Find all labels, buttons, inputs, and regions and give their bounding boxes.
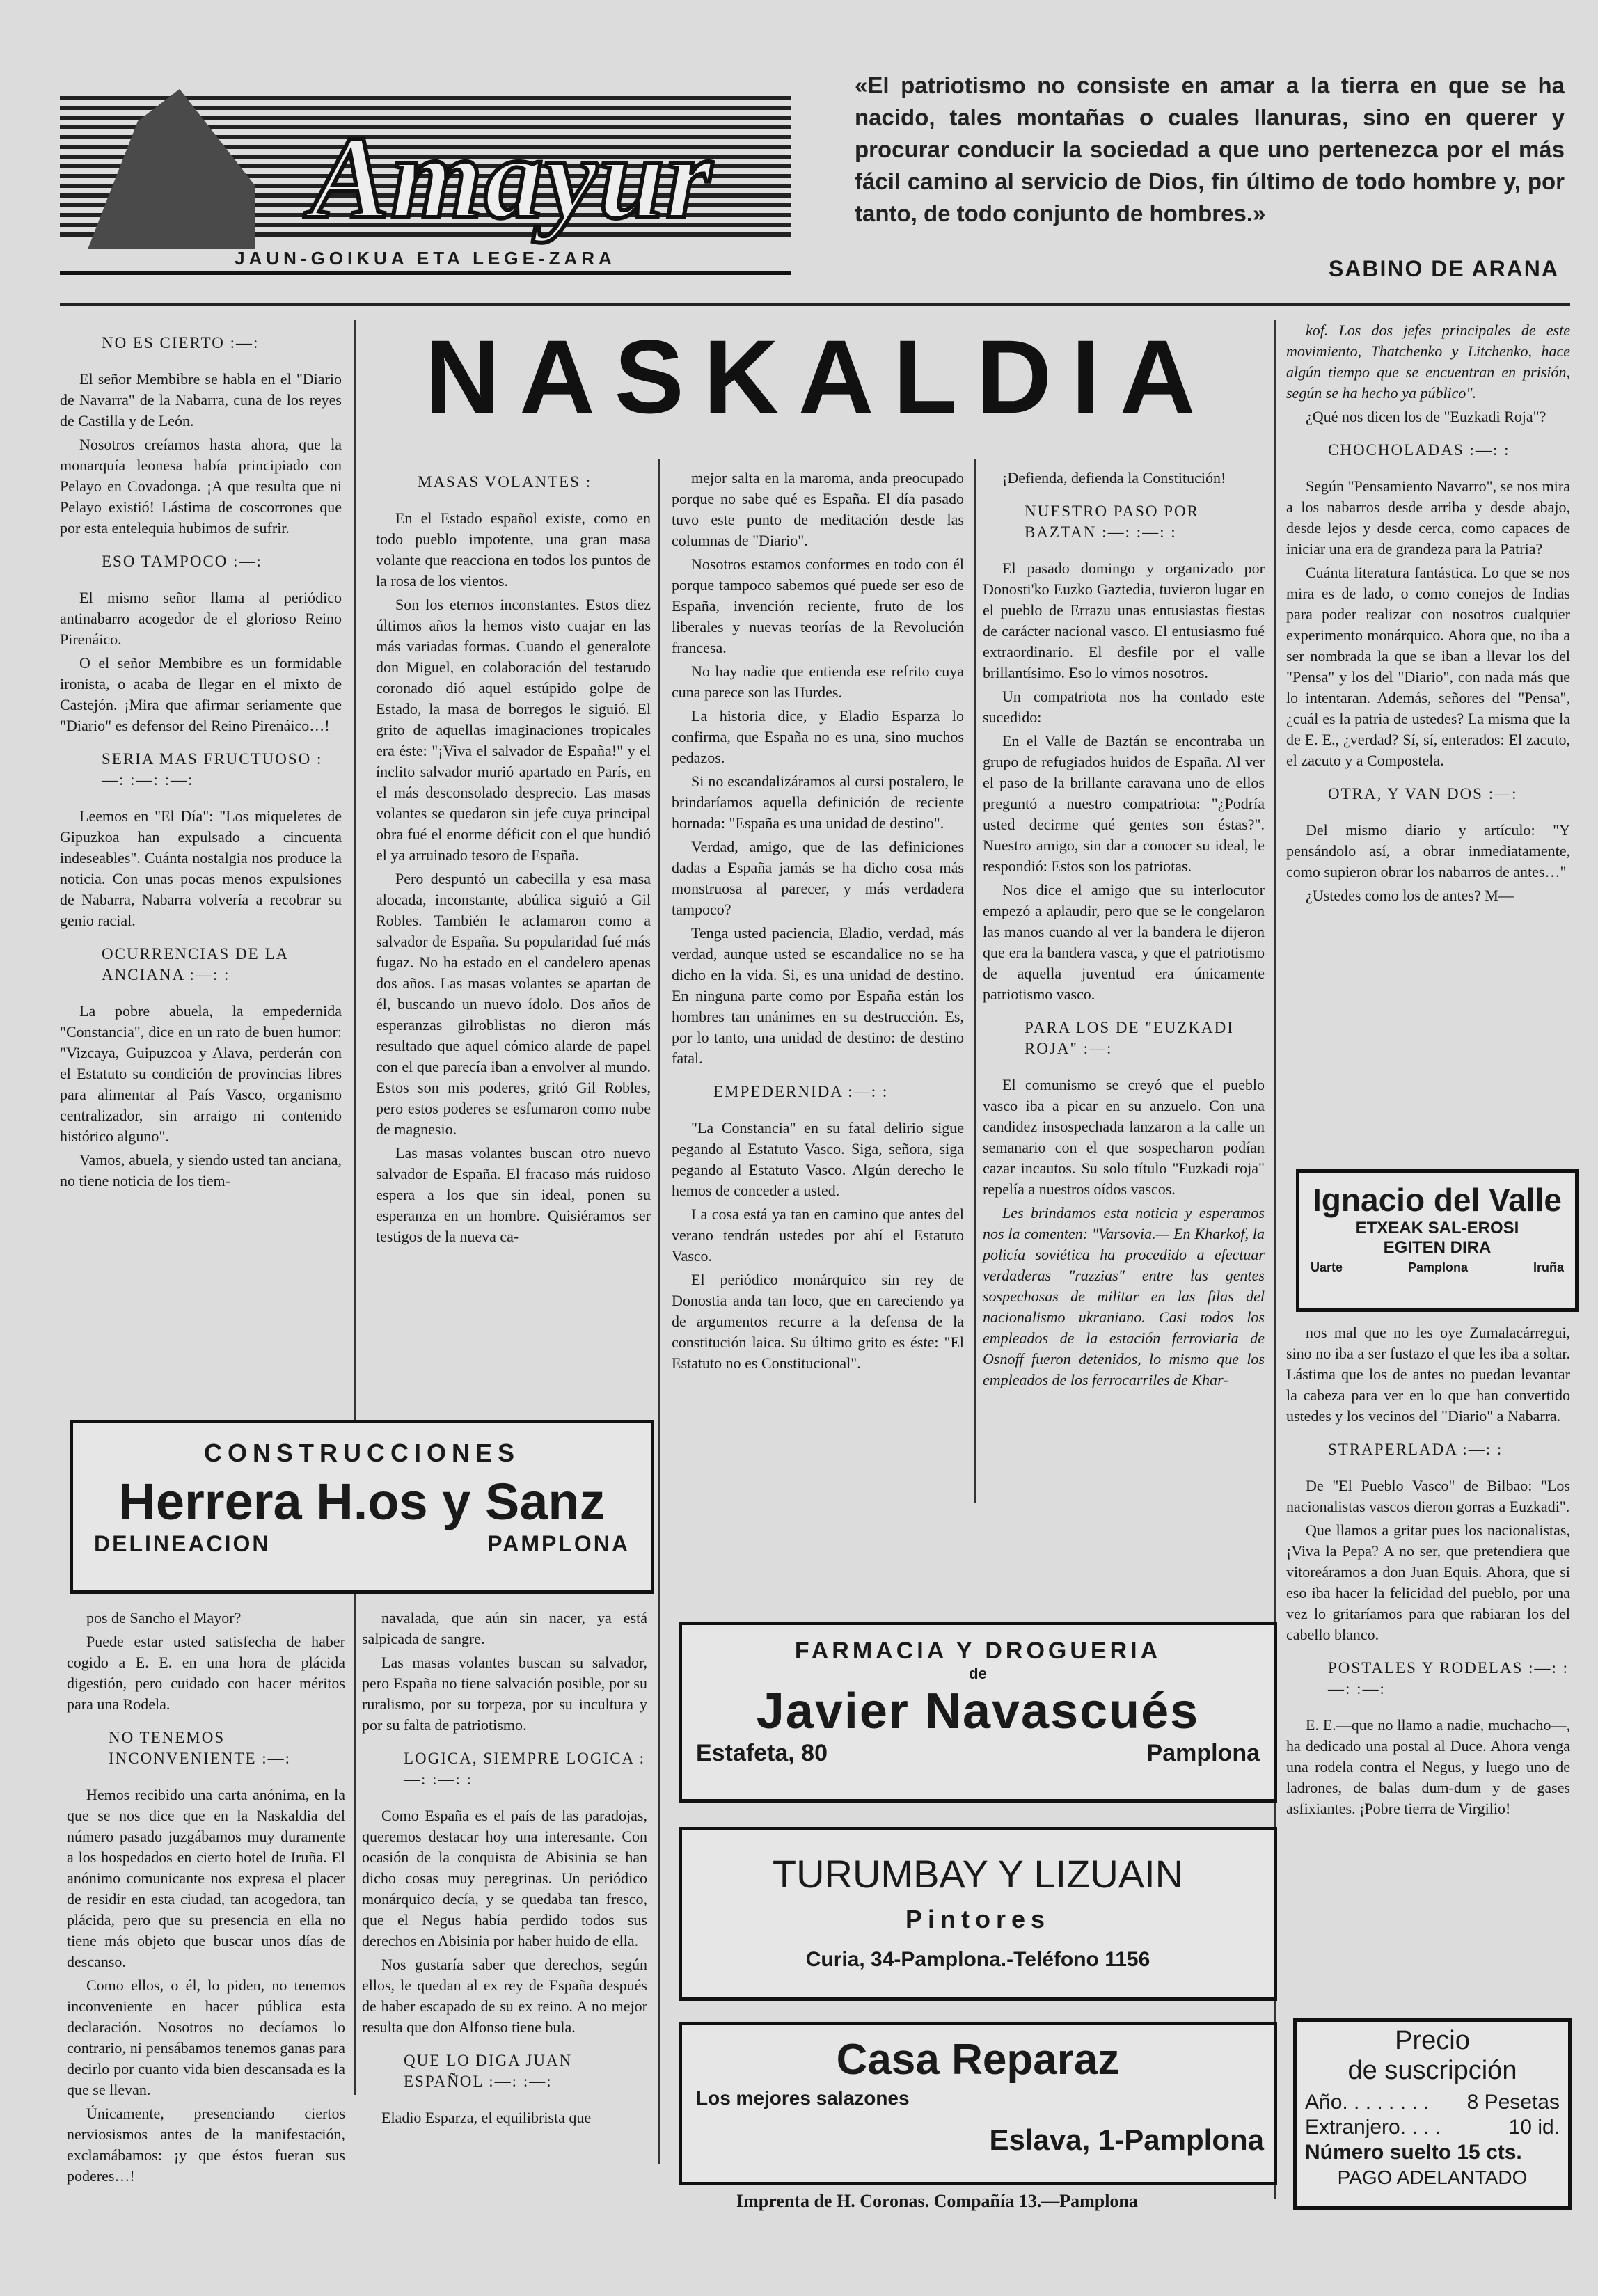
ad-farmacia-address: Estafeta, 80 [696,1740,828,1766]
column-5-continued [1286,1322,1570,1822]
article-heading: STRAPERLADA :—: : [1328,1441,1503,1458]
price-label: Año. . . . . . . . [1305,2091,1430,2114]
article-paragraph: En el Estado español existe, como en todo pueblo impotente, una gran masa volante que reacciona en todos los puntos de la rosa de los vientos. [376,509,651,589]
price-single-issue: Número suelto 15 cts. [1305,2141,1522,2164]
article-paragraph: En el Valle de Baztán se encontraba un grupo de refugiados huidos de España. Al ver el paso de la brillante caravana uno de ellos preguntó a nuestro compatriota: "¿Podría usted decirme qué gentes son éstas?". Nuestro amigo, sin dar a conocer su ideal, le respondió: Estos son los patriotas. [983,732,1265,875]
column-divider [658,459,660,2164]
ad-reparaz-address: Eslava, 1-Pamplona [989,2123,1264,2156]
price-title: Precio [1395,2026,1470,2055]
article-heading: NO TENEMOS INCONVENIENTE :—: [109,1729,292,1767]
article-paragraph: El mismo señor llama al periódico antinabarro acogedor de el glorioso Reino Pirenáico. [60,589,342,648]
ad-reparaz-slogan: Los mejores salazones [696,2087,910,2109]
ad-farmacia-line1: FARMACIA Y DROGUERIA [794,1638,1162,1664]
article-paragraph: Según "Pensamiento Navarro", se nos mira a los nabarros desde arriba y desde abajo, desde lejos y desde cerca, como capaces de iniciar una era de grandeza para la Patria? [1286,477,1570,557]
article-paragraph: mejor salta en la maroma, anda preocupado porque no sabe qué es España. El día pasado tuvo este punto de meditación desde las columnas de "Diario". [672,469,964,549]
article-paragraph: O el señor Membibre es un formidable ironista, o acaba de llegar en el mixto de Castejón. ¡Mira que afirmar seriamente que "Diario" es defensor del Reino Pirenáico…! [60,654,342,734]
article-paragraph: La pobre abuela, la empedernida "Constancia", dice en un rato de buen humor: "Vizcaya, Guipuzcoa y Alava, perderán con el Estatuto su condición de provincias libres para alimentar al País Vasco, organismo centralizador, sin arraigo ni contenido histórico alguno". [60,1002,342,1145]
article-paragraph: kof. Los dos jefes principales de este movimiento, Thatchenko y Litchenko, hace algún tiempo que se encuentran en prisión, según se ha hecho ya público". [1286,322,1570,402]
article-paragraph: ¡Defienda, defienda la Constitución! [1002,469,1226,486]
ad-turumbay [679,1827,1277,2001]
article-heading: OTRA, Y VAN DOS :—: [1328,785,1518,802]
article-paragraph: Eladio Esparza, el equilibrista que [381,2109,592,2126]
article-heading: NUESTRO PASO POR BAZTAN :—: :—: : [1025,502,1199,541]
ad-casa-reparaz [679,2022,1277,2185]
ad-valle-line2: ETXEAK SAL-EROSI [1355,1219,1519,1237]
ad-reparaz-name: Casa Reparaz [836,2036,1120,2084]
article-heading: ESO TAMPOCO :—: [102,553,262,570]
column-divider [354,320,356,2095]
article-paragraph: Verdad, amigo, que de las definiciones dadas a España jamás se ha dicho cosa más monstruosa al parecer, y más verdadera tampoco? [672,838,964,918]
article-heading: POSTALES Y RODELAS :—: :—: :—: [1328,1659,1569,1697]
article-paragraph: Un compatriota nos ha contado este sucedido: [983,688,1265,726]
price-value: 10 id. [1508,2116,1560,2139]
article-paragraph: Hemos recibido una carta anónima, en la que se nos dice que en la Naskaldia del número pasado juzgábamos muy duramente a los hospedados en cierto hotel de Iruña. El anónimo comunicante nos expresa el placer de residir en esta ciudad, tan acogedora, tan plácida, pero que su presencia en ella no tiene más objeto que buscar unos días de descanso. [67,1786,345,1970]
column-5 [1286,320,1570,909]
column-1 [60,320,342,1194]
article-paragraph: Que llamos a gritar pues los nacionalistas, ¡Viva la Pepa? A no ser, que pretendiera que vitoreáramos a don Juan Equis. Ahora, que si eso iba hacer la felicidad del pueblo, por una vez lo gritaríamos para que rabiaran los del cabello blanco. [1286,1521,1570,1643]
masthead-logo [60,82,791,275]
article-paragraph: El periódico monárquico sin rey de Donostia anda tan loco, que en careciendo ya de argumentos recurre a la defensa de la constitución laica. Su último grito es éste: "El Estatuto no es Constitucional". [672,1271,964,1372]
article-paragraph: Nos gustaría saber que derechos, según ellos, le quedan al ex rey de España después de haber escapado de su ex reino. A no mejor resulta que don Alfonso tiene bula. [362,1956,647,2036]
ad-turumbay-name: TURUMBAY Y LIZUAIN [772,1852,1184,1896]
column-2-continued [362,1608,647,2131]
article-paragraph: E. E.—que no llamo a nadie, muchacho—, ha dedicado una postal al Duce. Ahora venga una rodela contra el Negus, y luego uno de ladrones, de balas dum-dum y de gases asfixiantes. ¡Pobre tierra de Virgilio! [1286,1716,1570,1817]
masthead-quote: «El patriotismo no consiste en amar a la tierra en que se ha nacido, tales montañas o cuales llanuras, sino en querer y procurar conducir la sociedad a que uno pertenezca por el más fácil camino al servicio de Dios, fin último de todo hombre y, por tanto, de todo conjunto de hombres.» [855,72,1565,226]
ad-herrera [70,1420,654,1594]
article-paragraph: Nos dice el amigo que su interlocutor empezó a aplaudir, pero que se le congelaron las manos cuando al ver la bandera le dijeron que era la bandera vasca, y que el patriotismo de aquella juventud era únicamente patriotismo vasco. [983,881,1265,1003]
article-paragraph: Las masas volantes buscan su salvador, pero España no tiene salvación posible, por su ruralismo, por su torpeza, por su incultura y por su falta de patriotismo. [362,1654,647,1734]
article-paragraph: ¿Qué nos dicen los de "Euzkadi Roja"? [1306,408,1546,425]
price-subtitle: de suscripción [1347,2056,1517,2085]
article-paragraph: Leemos en "El Día": "Los miqueletes de Gipuzkoa han expulsado a cincuenta indeseables". Cuánta nostalgia nos produce la noticia. Con unas pocas menos expulsiones de Nabarra, Nabarra volvería a recobrar su genio racial. [60,807,342,929]
logo-title: Amayur [310,112,713,243]
ad-turumbay-address: Curia, 34-Pamplona.-Teléfono 1156 [805,1948,1150,1971]
quote-author: SABINO DE ARANA [1328,256,1559,281]
price-label: Extranjero. . . . [1305,2116,1441,2139]
article-paragraph: Como ellos, o él, lo piden, no tenemos inconveniente en hacer pública esta declaración. Nosotros no decíamos lo contrario, ni pensábamos tenemos ganas para decirlo por cuanto vida bien descansada es la que se llevan. [67,1977,345,2098]
price-payment-note: PAGO ADELANTADO [1337,2167,1528,2188]
article-paragraph: De "El Pueblo Vasco" de Bilbao: "Los nacionalistas vascos dieron gorras a Euzkadi". [1286,1477,1570,1515]
article-paragraph: No hay nadie que entienda ese refrito cuya cuna parece son las Hurdes. [672,663,964,701]
article-paragraph: Cuánta literatura fantástica. Lo que se nos mira es de lado, o como conejos de Indias para poder realizar con nosotros cualquier experimento monárquico. Ahora que, no iba a ser nombrada la que se iban a llevar los del "Pensa" y los del "Diario", con nada más que lo intentaran. Además, señores del "Pensa", ¿cuál es la patria de ustedes? La misma que la de E. E., ¿verdad? Sí, sí, enterados: El zacuto, el zacuto y a Compostela. [1286,564,1570,769]
article-paragraph: Les brindamos esta noticia y esperamos nos la comenten: "Varsovia.— En Kharkof, la policía soviética ha procedido a efectuar verdaderas "razzias" entre las gentes sospechosas de militar en las filas del nacionalismo ukraniano. Casi todos los empleados de la estación ferroviaria de Osnoff fueron detenidos, lo mismo que los empleados de los ferrocarriles de Khar- [983,1204,1265,1388]
article-paragraph: El pasado domingo y organizado por Donosti'ko Euzko Gaztedia, tuvieron lugar en el pueblo de Errazu unas entusiastas fiestas de carácter nacional vasco. El entusiasmo fué extraordinario. El desfile por el valle brillantísimo. Eso lo vimos nosotros. [983,560,1265,681]
column-2 [376,459,651,1250]
column-3 [672,468,964,1377]
ad-valle-town: Pamplona [1407,1260,1469,1274]
article-heading: OCURRENCIAS DE LA ANCIANA :—: : [102,945,288,983]
ad-ignacio-del-valle [1296,1169,1579,1312]
article-paragraph: pos de Sancho el Mayor? [86,1609,242,1626]
ad-farmacia-de: de [969,1665,987,1682]
ad-farmacia-city: Pamplona [1146,1740,1260,1766]
article-paragraph: Tenga usted paciencia, Eladio, verdad, más verdad, aunque usted se escandalice no se ha dicho en la vida. Si, es una unidad de destino. En ninguna parte como por España están los hombres tan unánimes en su destrucción. Es, por lo tanto, una unidad de destino: de destino fatal. [672,924,964,1067]
article-paragraph: La cosa está ya tan en camino que antes del verano tendrán ustedes por ahí el Estatuto Vasco. [672,1205,964,1265]
article-paragraph: ¿Ustedes como los de antes? M— [1306,887,1514,904]
article-heading: LOGICA, SIEMPRE LOGICA :—: :—: : [404,1750,646,1788]
article-paragraph: Nosotros estamos conformes en todo con él porque tampoco sabemos qué puede ser eso de España, invención reciente, fruto de los liberales y nuevas teorías de la Revolución francesa. [672,555,964,656]
article-paragraph: El comunismo se creyó que el pueblo vasco iba a picar en su anzuelo. Con una candidez insospechada lanzaron a la calle un semanario con el que sospecharon podían cazar incautos. Su solo título "Euzkadi roja" repelía a nuestros oídos vascos. [983,1076,1265,1198]
article-paragraph: Del mismo diario y artículo: "Y pensándolo así, a obrar inmediatamente, como supieron obrar los nabarros de antes…" [1286,821,1570,880]
article-paragraph: "La Constancia" en su fatal delirio sigue pegando al Estatuto Vasco. Siga, señora, siga pegando al Estatuto Vasco. Algún derecho le hemos de conceder a usted. [672,1119,964,1199]
ad-farmacia [679,1622,1277,1803]
article-heading: QUE LO DIGA JUAN ESPAÑOL :—: :—: [404,2052,573,2090]
logo-motto: JAUN-GOIKUA ETA LEGE-ZARA [235,248,616,269]
article-heading: NO ES CIERTO :—: [102,334,260,351]
ad-farmacia-name: Javier Navascués [756,1684,1200,1739]
price-value: 8 Pesetas [1466,2091,1560,2114]
article-paragraph: Las masas volantes buscan otro nuevo salvador de España. El fracaso más ruidoso espera a los que sin ideal, ponen su esperanza en un hombre. Quisiéramos ser testigos de la nueva ca- [376,1144,651,1245]
ad-turumbay-trade: Pintores [905,1905,1051,1933]
article-paragraph: Si no escandalizáramos al cursi postalero, le brindaríamos aquella definición de reciente hornada: "España es una unidad de destino". [672,773,964,832]
article-paragraph: El señor Membibre se habla en el "Diario de Navarra" de la Nabarra, cuna de los reyes de Castilla y de León. [60,370,342,429]
article-paragraph: Únicamente, presenciando ciertos nerviosismos antes de la manifestación, exclamábamos: ¡y que éstos fueran sus poderes…! [67,2105,345,2185]
ad-valle-town: Iruña [1533,1260,1564,1274]
subscription-price-box [1293,2018,1572,2210]
article-paragraph: Nosotros creíamos hasta ahora, que la monarquía leonesa había principiado con Pelayo en Covadonga. ¡A que resulta que ni Pelayo existió! Lástima de coscorrones que por esta entelequia hubimos de sufrir. [60,436,342,537]
article-heading: CHOCHOLADAS :—: : [1328,441,1510,459]
ad-herrera-city: PAMPLONA [487,1531,630,1556]
ad-herrera-line1: CONSTRUCCIONES [203,1439,521,1467]
article-paragraph: Son los eternos inconstantes. Estos diez últimos años la hemos visto cuajar en las más variadas formas. Cuando el generalote don Miguel, en colaboración del testarudo coronado dió aquel estúpido golpe de Estado, la masa de borregos le siguió. El grito de aquellas imaginaciones tropicales era éste: "¡Viva el salvador de España!" y el ínclito salvador murió apartado en París, en el más desconsolado desprecio. Las masas volantes se quedaron sin jefe cuya principal obra fué el enorme déficit con el que hundió el ya arruinado tesoro de España. [376,596,651,864]
ad-herrera-name: Herrera H.os y Sanz [118,1473,606,1530]
article-heading: MASAS VOLANTES : [418,473,592,491]
article-paragraph: La historia dice, y Eladio Esparza lo confirma, que España no es una, sino muchos pedazos. [672,707,964,766]
ad-valle-town: Uarte [1311,1260,1343,1274]
ad-valle-line3: EGITEN DIRA [1383,1238,1492,1257]
article-paragraph: nos mal que no les oye Zumalacárregui, sino no iba a ser fustazo el que les iba a soltar. Lástima que los de antes no puedan levantar la cabeza para ver en lo que han convertido ustedes y los vecinos del "Diario" a Nabarra. [1286,1324,1570,1425]
article-paragraph: Vamos, abuela, y siendo usted tan anciana, no tiene noticia de los tiem- [60,1151,342,1189]
section-title: NASKALDIA [425,318,1215,435]
article-heading: SERIA MAS FRUCTUOSO :—: :—: :—: [102,750,323,789]
ad-valle-name: Ignacio del Valle [1313,1182,1562,1218]
column-1-continued [67,1608,345,2190]
article-paragraph: Pero despuntó un cabecilla y esa masa alocada, inconstante, abúlica siguió a Gil Robles. También le aclamaron como a salvador de España. Su popularidad fué más fugaz. No ha estado en el candelero apenas dos años. Las masas volantes se apartan de él, buscando un nuevo ídolo. Dos años de esperanzas gilroblistas no dieron más resultado que aquel cómico alarde de papel con el que parecía iban a envolver al mundo. Estos son mis poderes, gritó Gil Robles, pero estos poderes se esfumaron como nube de magnesio. [376,870,651,1138]
column-4 [983,468,1265,1393]
article-heading: PARA LOS DE "EUZKADI ROJA" :—: [1025,1019,1234,1057]
ad-herrera-delineacion: DELINEACION [94,1531,271,1556]
imprint: Imprenta de H. Coronas. Compañía 13.—Pamplona [736,2191,1138,2211]
article-heading: EMPEDERNIDA :—: : [713,1083,889,1100]
masthead-divider [60,303,1570,306]
article-paragraph: Como España es el país de las paradojas, queremos destacar hoy una interesante. Con ocasión de la conquista de Abisinia se han dicho cosas muy peregrinas. Un periódico monárquico decía, y se quedaba tan fresco, que el Negus había perdido todos sus derechos en Abisinia por haber huido de ella. [362,1807,647,1949]
article-paragraph: navalada, que aún sin nacer, ya está salpicada de sangre. [362,1609,647,1647]
article-paragraph: Puede estar usted satisfecha de haber cogido a E. E. en una hora de plácida digestión, pero cuidado con hacer méritos para una Rodela. [67,1633,345,1713]
column-divider [974,459,976,1503]
